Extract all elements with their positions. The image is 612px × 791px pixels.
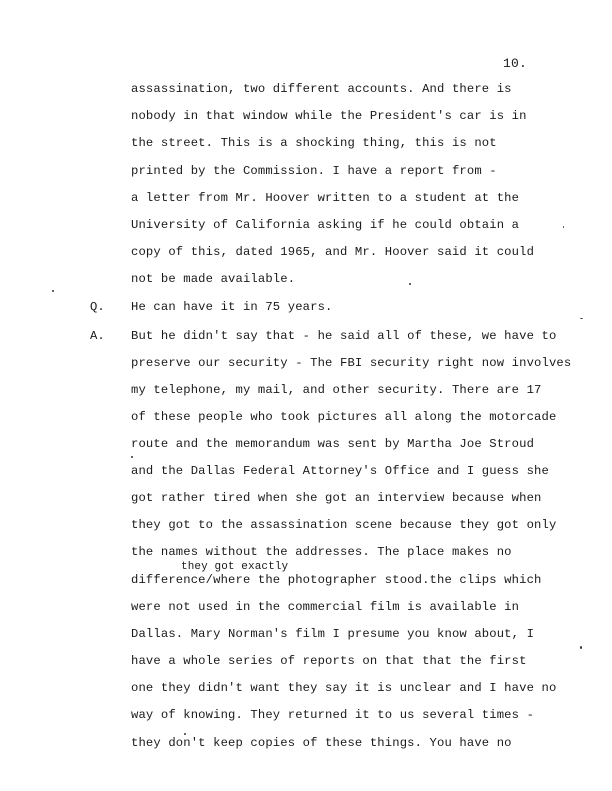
text-line-18: the names without the addresses. The place makes no [131,545,512,559]
text-line-2: nobody in that window while the President's car is in [131,109,527,123]
text-line-16: got rather tired when she got an interview because when [131,491,542,505]
text-line-8: not be made available. [131,272,296,286]
text-line-17: they got to the assassination scene because they got only [131,518,557,532]
text-line-23: one they didn't want they say it is unclear and I have no [131,681,557,695]
text-line-21: Dallas. Mary Norman's film I presume you know about, I [131,627,535,641]
text-line-14: route and the memorandum was sent by Martha Joe Stroud [131,437,535,451]
scan-speck [563,226,564,228]
text-line-6: University of California asking if he could obtain a [131,218,520,232]
scan-speck [580,318,583,319]
text-line-15: and the Dallas Federal Attorney's Office and I guess she [131,464,549,478]
text-line-3: the street. This is a shocking thing, this is not [131,136,497,150]
text-line-5: a letter from Mr. Hoover written to a student at the [131,191,520,205]
text-line-9: He can have it in 75 years. [131,300,333,314]
text-line-19: difference/where the photographer stood.the clips which [131,573,542,587]
handwritten-insert: they got exactly [181,561,289,573]
text-line-24: way of knowing. They returned it to us several times - [131,708,535,722]
scan-speck [184,733,186,735]
text-line-4: printed by the Commission. I have a report from - [131,164,497,178]
text-line-1: assassination, two different accounts. And there is [131,82,512,96]
text-line-12: my telephone, my mail, and other security. There are 17 [131,383,542,397]
text-line-22: have a whole series of reports on that that the first [131,654,527,668]
text-line-20: were not used in the commercial film is available in [131,600,520,614]
text-line-11: preserve our security - The FBI security right now involves [131,356,572,370]
page-number: 10. [503,56,528,71]
text-line-7: copy of this, dated 1965, and Mr. Hoover said it could [131,245,535,259]
scan-speck [580,646,582,649]
text-line-25: they don't keep copies of these things. You have no [131,736,512,750]
text-line-10: But he didn't say that - he said all of these, we have to [131,329,557,343]
speaker-q-label: Q. [90,300,105,314]
scan-speck [131,456,133,458]
speaker-a-label: A. [90,329,105,343]
scan-speck [52,290,54,292]
text-line-13: of these people who took pictures all along the motorcade [131,410,557,424]
scan-speck [409,283,411,285]
